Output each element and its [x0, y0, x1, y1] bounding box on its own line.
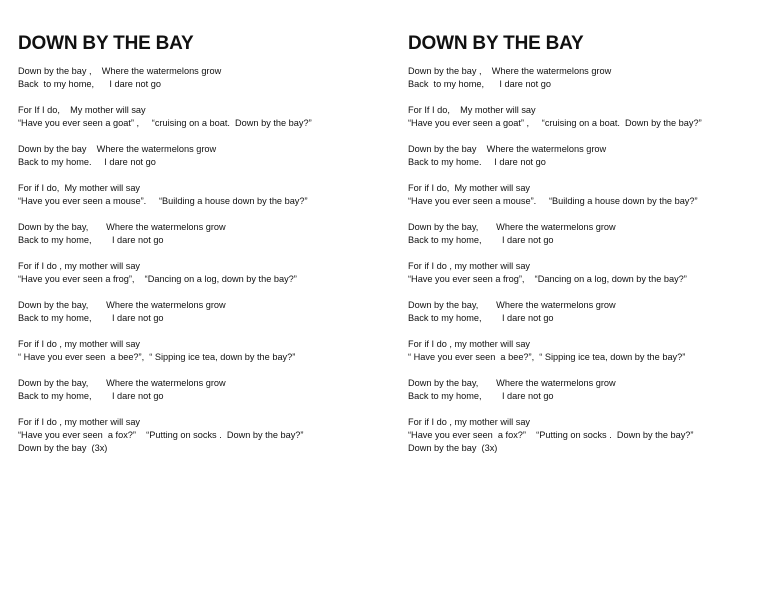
stanza-5	[18, 221, 368, 247]
lyric-line: For If I do, My mother will say	[18, 105, 146, 115]
lyric-line: For if I do , my mother will say	[18, 417, 141, 427]
lyric-line: “Have you ever seen a frog”, “Dancing on a log, down by the bay?”	[408, 274, 687, 284]
stanza-8	[18, 338, 368, 364]
stanza-7	[18, 299, 368, 325]
lyric-line: Back to my home, I dare not go	[18, 79, 161, 89]
lyric-line: Down by the bay, Where the watermelons grow	[18, 378, 226, 388]
lyric-line: Back to my home, I dare not go	[408, 391, 554, 401]
stanza-10	[18, 416, 368, 455]
lyric-line: For if I do , my mother will say	[18, 261, 141, 271]
lyric-line: “Have you ever seen a goat” , “cruising on a boat. Down by the bay?”	[18, 118, 312, 128]
lyrics-column-left	[18, 33, 368, 468]
lyric-line: Down by the bay , Where the watermelons grow	[18, 66, 222, 76]
stanza-4	[408, 182, 758, 208]
lyric-line: Down by the bay , Where the watermelons grow	[408, 66, 612, 76]
stanza-5	[408, 221, 758, 247]
lyrics-column-right	[408, 33, 758, 468]
lyric-line: Back to my home, I dare not go	[408, 79, 551, 89]
lyric-line: For if I do , my mother will say	[18, 339, 141, 349]
lyric-line: Back to my home, I dare not go	[18, 313, 164, 323]
lyric-line: For If I do, My mother will say	[408, 105, 536, 115]
lyric-line: Down by the bay, Where the watermelons grow	[408, 300, 616, 310]
lyric-line: For if I do, My mother will say	[18, 183, 141, 193]
lyric-line: Down by the bay, Where the watermelons grow	[408, 222, 616, 232]
lyric-line: For if I do , my mother will say	[408, 339, 531, 349]
stanza-6	[18, 260, 368, 286]
stanza-2	[408, 104, 758, 130]
lyric-line: Back to my home. I dare not go	[18, 157, 156, 167]
stanza-1	[408, 65, 758, 91]
lyric-line: “Have you ever seen a fox?” “Putting on socks . Down by the bay?”	[408, 430, 694, 440]
lyric-line: Down by the bay, Where the watermelons grow	[18, 300, 226, 310]
stanza-4	[18, 182, 368, 208]
lyric-line: “Have you ever seen a fox?” “Putting on socks . Down by the bay?”	[18, 430, 304, 440]
lyric-line: Down by the bay (3x)	[408, 443, 498, 453]
song-title: DOWN BY THE BAY	[18, 33, 194, 54]
lyric-line: “Have you ever seen a mouse”. “Building a house down by the bay?”	[18, 196, 308, 206]
lyric-line: Back to my home. I dare not go	[408, 157, 546, 167]
stanza-10	[408, 416, 758, 455]
stanza-6	[408, 260, 758, 286]
lyric-line: Down by the bay Where the watermelons grow	[18, 144, 217, 154]
song-title: DOWN BY THE BAY	[408, 33, 584, 54]
stanza-8	[408, 338, 758, 364]
lyric-line: Back to my home, I dare not go	[18, 391, 164, 401]
lyric-line: Down by the bay Where the watermelons grow	[408, 144, 607, 154]
lyric-line: Back to my home, I dare not go	[408, 235, 554, 245]
lyric-line: “Have you ever seen a mouse”. “Building a house down by the bay?”	[408, 196, 698, 206]
stanza-3	[18, 143, 368, 169]
lyric-line: Back to my home, I dare not go	[18, 235, 164, 245]
stanza-1	[18, 65, 368, 91]
stanza-7	[408, 299, 758, 325]
lyric-line: Down by the bay (3x)	[18, 443, 108, 453]
stanza-9	[408, 377, 758, 403]
stanza-3	[408, 143, 758, 169]
lyric-line: For if I do , my mother will say	[408, 417, 531, 427]
stanza-2	[18, 104, 368, 130]
lyric-line: “Have you ever seen a frog”, “Dancing on a log, down by the bay?”	[18, 274, 297, 284]
lyric-line: Down by the bay, Where the watermelons grow	[18, 222, 226, 232]
lyric-line: “ Have you ever seen a bee?”, “ Sipping ice tea, down by the bay?”	[408, 352, 686, 362]
lyric-line: For if I do, My mother will say	[408, 183, 531, 193]
lyric-line: Back to my home, I dare not go	[408, 313, 554, 323]
stanza-9	[18, 377, 368, 403]
lyric-line: “ Have you ever seen a bee?”, “ Sipping ice tea, down by the bay?”	[18, 352, 296, 362]
lyric-line: For if I do , my mother will say	[408, 261, 531, 271]
lyric-line: “Have you ever seen a goat” , “cruising on a boat. Down by the bay?”	[408, 118, 702, 128]
lyric-line: Down by the bay, Where the watermelons grow	[408, 378, 616, 388]
